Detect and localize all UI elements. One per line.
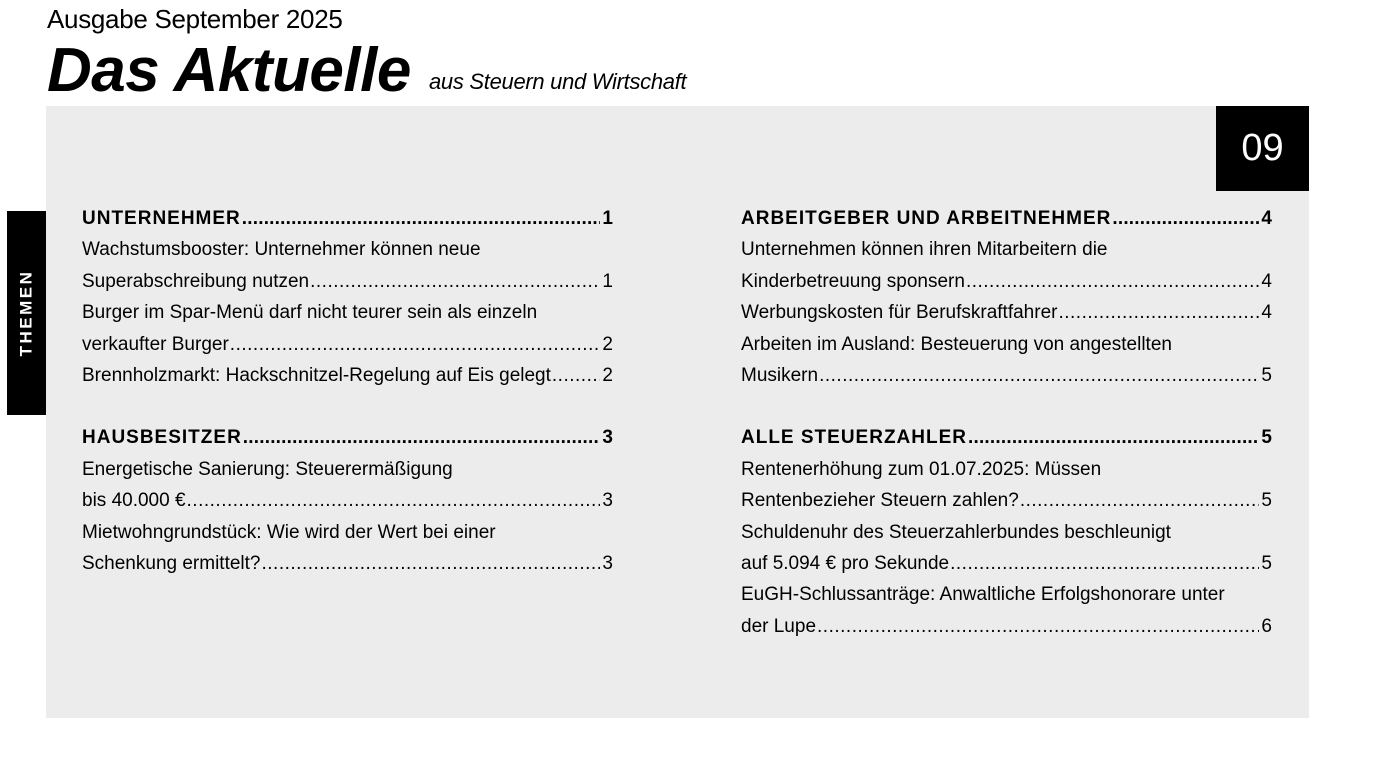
page-number: 6	[1261, 615, 1272, 637]
toc-entry[interactable]	[741, 234, 1272, 297]
page-number: 1	[602, 270, 613, 292]
side-tab-label: THEMEN	[16, 269, 36, 357]
issue-date: Ausgabe September 2025	[47, 4, 343, 34]
entry-text: Wachstumsbooster: Unternehmer können neue	[82, 239, 481, 261]
entry-text: Unternehmen können ihren Mitarbeitern die	[741, 239, 1108, 261]
entry-text: Kinderbetreuung sponsern	[741, 270, 965, 292]
entry-line	[741, 266, 1272, 297]
page-number: 5	[1261, 427, 1272, 449]
toc-entry[interactable]	[741, 297, 1272, 328]
toc-entry[interactable]	[82, 360, 613, 391]
entry-line	[82, 485, 613, 516]
dot-leader	[1020, 485, 1260, 516]
toc-entry[interactable]	[741, 454, 1272, 517]
dot-leader	[552, 360, 601, 391]
entry-text: Arbeiten im Ausland: Besteuerung von angestellten	[741, 333, 1172, 355]
page-number: 4	[1261, 302, 1272, 324]
entry-line	[82, 329, 613, 360]
entry-line	[82, 454, 613, 485]
entry-line	[741, 611, 1272, 642]
toc-column-right	[741, 203, 1272, 673]
entry-text: verkaufter Burger	[82, 333, 229, 355]
dot-leader	[242, 203, 601, 234]
entry-line	[82, 548, 613, 579]
dot-leader	[187, 485, 601, 516]
entry-text: Musikern	[741, 364, 819, 386]
page-number: 3	[602, 427, 613, 449]
page-number: 3	[602, 552, 613, 574]
page-number: 1	[602, 208, 613, 229]
toc-section	[741, 422, 1272, 642]
toc-section	[82, 422, 613, 579]
toc-entry[interactable]	[82, 234, 613, 297]
toc-entry[interactable]	[741, 579, 1272, 642]
entry-line	[741, 360, 1272, 391]
toc-entry[interactable]	[741, 329, 1272, 392]
entry-line	[741, 454, 1272, 485]
toc-column-left	[82, 203, 613, 610]
section-title: UNTERNEHMER	[82, 208, 241, 229]
dot-leader	[817, 611, 1259, 642]
section-heading[interactable]	[82, 422, 613, 453]
toc-section	[741, 203, 1272, 391]
dot-leader	[819, 360, 1259, 391]
entry-line	[741, 234, 1272, 265]
entry-text: Brennholzmarkt: Hackschnitzel-Regelung auf Eis gelegt	[82, 364, 551, 386]
page-number: 5	[1261, 364, 1272, 386]
entry-text: bis 40.000 €	[82, 490, 186, 512]
page-number: 2	[602, 364, 613, 386]
entry-text: Werbungskosten für Berufskraftfahrer	[741, 302, 1058, 324]
entry-text: EuGH-Schlussanträge: Anwaltliche Erfolgshonorare unter	[741, 584, 1225, 606]
dot-leader	[243, 422, 601, 453]
entry-line	[82, 297, 613, 328]
entry-text: Energetische Sanierung: Steuerermäßigung	[82, 458, 453, 480]
issue-number-badge: 09	[1216, 106, 1309, 191]
entry-text: der Lupe	[741, 615, 817, 637]
entry-line	[82, 360, 613, 391]
dot-leader	[230, 329, 601, 360]
toc-entry[interactable]	[82, 517, 613, 580]
entry-text: Mietwohngrundstück: Wie wird der Wert bei einer	[82, 521, 496, 543]
dot-leader	[968, 422, 1259, 453]
entry-text: Rentenbezieher Steuern zahlen?	[741, 490, 1019, 512]
entry-line	[741, 548, 1272, 579]
entry-line	[82, 266, 613, 297]
page-number: 5	[1261, 490, 1272, 512]
toc-section	[82, 203, 613, 391]
toc-entry[interactable]	[82, 297, 613, 360]
entry-line	[741, 517, 1272, 548]
entry-text: Schenkung ermittelt?	[82, 552, 261, 574]
section-title: ARBEITGEBER UND ARBEITNEHMER	[741, 208, 1112, 229]
entry-text: Burger im Spar-Menü darf nicht teurer sein als einzeln	[82, 302, 538, 324]
dot-leader	[1058, 297, 1259, 328]
section-title: HAUSBESITZER	[82, 427, 242, 449]
toc-entry[interactable]	[82, 454, 613, 517]
page-number: 2	[602, 333, 613, 355]
entry-line	[741, 485, 1272, 516]
entry-text: auf 5.094 € pro Sekunde	[741, 552, 950, 574]
page-number: 5	[1261, 552, 1272, 574]
dot-leader	[262, 548, 601, 579]
entry-text: Superabschreibung nutzen	[82, 270, 310, 292]
section-heading[interactable]	[82, 203, 613, 234]
section-title: ALLE STEUERZAHLER	[741, 427, 967, 449]
entry-text: Schuldenuhr des Steuerzahlerbundes beschleunigt	[741, 521, 1171, 543]
entry-line	[82, 234, 613, 265]
dot-leader	[966, 266, 1259, 297]
entry-line	[741, 297, 1272, 328]
dot-leader	[1112, 203, 1259, 234]
section-heading[interactable]	[741, 422, 1272, 453]
entry-text: Rentenerhöhung zum 01.07.2025: Müssen	[741, 458, 1102, 480]
newsletter-title: Das Aktuelle	[47, 36, 411, 105]
page-number: 4	[1261, 208, 1272, 229]
page-number: 4	[1261, 270, 1272, 292]
entry-line	[82, 517, 613, 548]
dot-leader	[310, 266, 600, 297]
entry-line	[741, 579, 1272, 610]
themen-side-tab	[7, 211, 46, 415]
newsletter-subtitle: aus Steuern und Wirtschaft	[429, 69, 687, 94]
toc-entry[interactable]	[741, 517, 1272, 580]
entry-line	[741, 329, 1272, 360]
page-number: 3	[602, 490, 613, 512]
dot-leader	[950, 548, 1259, 579]
section-heading[interactable]	[741, 203, 1272, 234]
